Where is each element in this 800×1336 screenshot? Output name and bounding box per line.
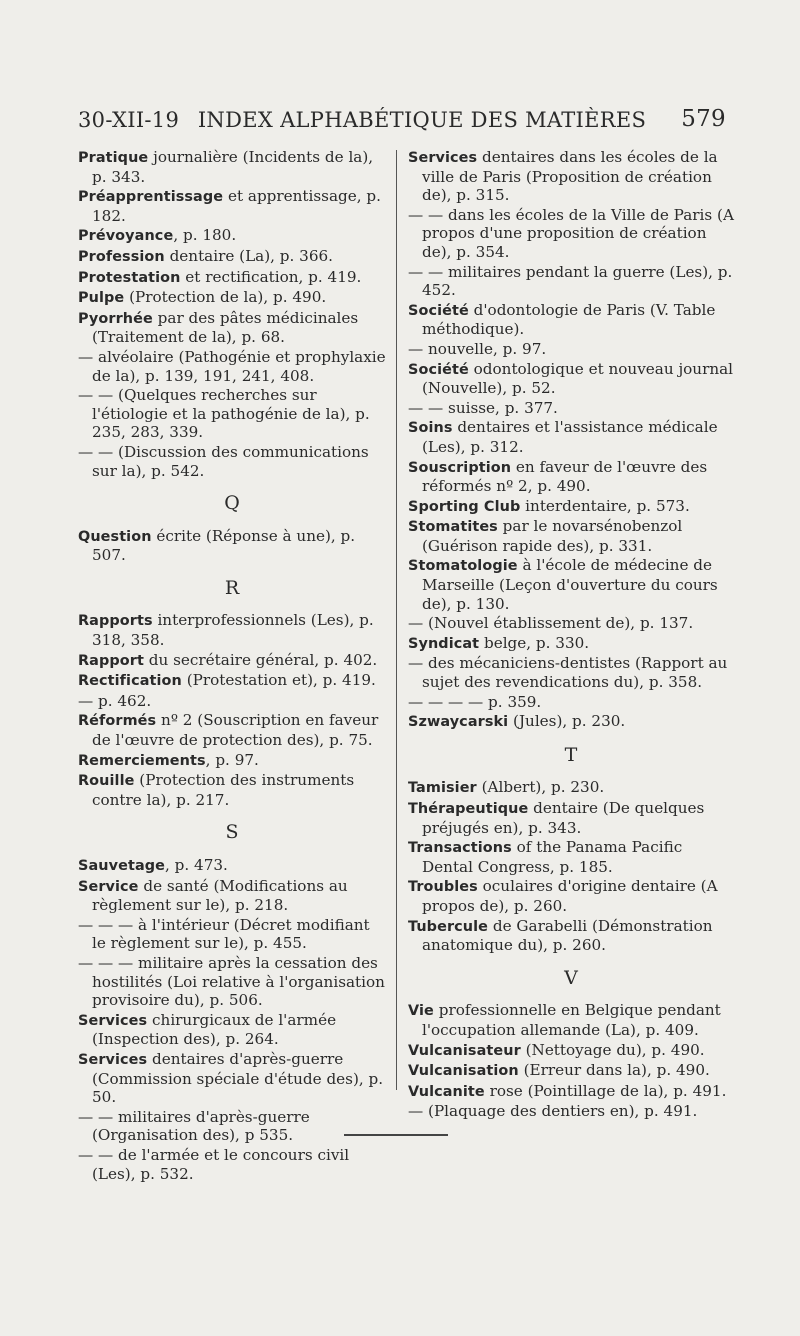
index-entry <box>78 288 386 308</box>
entry-text: par le novarsénobenzol (Guérison rapide des), p. 331. <box>422 517 683 555</box>
entry-text: (Protection de la), p. 490. <box>124 288 327 307</box>
entry-term: Profession <box>78 248 165 265</box>
entry-term: Sporting Club <box>408 498 521 515</box>
entry-term: Syndicat <box>408 635 480 652</box>
entry-text: — — (Quelques recherches sur l'étiologie et la pathogénie de la), p. 235, 283, 339. <box>78 386 370 442</box>
index-entry <box>78 692 386 711</box>
section-letter: S <box>225 821 239 844</box>
index-entry <box>408 838 734 876</box>
index-entry <box>408 634 734 654</box>
entry-text: odontologique et nouveau journal (Nouvelle), p. 52. <box>422 359 734 398</box>
entry-text: (Nettoyage du), p. 490. <box>520 1040 705 1059</box>
section-letter: V <box>564 966 578 989</box>
index-entry <box>78 671 386 691</box>
entry-term: Vie <box>408 1003 434 1020</box>
entry-text: — des mécaniciens-dentistes (Rapport au sujet des revendications du), p. 358. <box>408 654 728 692</box>
index-entry <box>408 399 734 418</box>
entry-text: of the Panama Pacific Dental Congress, p. 185. <box>422 838 683 876</box>
entry-text: dentaires dans les écoles de la ville de Paris (Proposition de création de), p. 315. <box>422 148 718 205</box>
entry-term: Réformés <box>78 713 157 730</box>
entry-term: Szwaycarski <box>408 714 509 731</box>
page-number: 579 <box>681 106 726 132</box>
entry-text: (Protection des instruments contre la), p. 217. <box>92 771 355 809</box>
entry-text: dentaire (De quelques préjugés en), p. 343. <box>422 799 705 837</box>
index-entry <box>78 247 386 267</box>
index-entry <box>408 693 734 712</box>
index-entry <box>78 1011 386 1049</box>
entry-term: Préapprentissage <box>78 189 224 206</box>
entry-text: de santé (Modifications au règlement sur le), p. 218. <box>92 876 348 915</box>
page-header <box>78 100 726 140</box>
index-entry <box>408 301 734 339</box>
entry-term: Vulcanite <box>408 1083 485 1100</box>
index-entry <box>78 916 386 953</box>
entry-text: — p. 462. <box>78 691 152 710</box>
entry-term: Prévoyance <box>78 228 174 245</box>
entry-text: — — dans les écoles de la Ville de Paris (A propos d'une proposition de création de), p. 354. <box>408 205 734 261</box>
entry-term: Transactions <box>408 840 512 857</box>
entry-term: Tubercule <box>408 918 489 935</box>
index-entry <box>408 340 734 359</box>
index-entry <box>408 360 734 398</box>
index-entry <box>78 877 386 915</box>
index-entry <box>78 771 386 809</box>
index-entry <box>408 418 734 456</box>
entry-term: Rouille <box>78 773 135 790</box>
index-entry <box>78 651 386 671</box>
index-entry <box>78 348 386 385</box>
entry-text: — (Plaquage des dentiers en), p. 491. <box>408 1102 698 1121</box>
index-entry <box>78 386 386 442</box>
entry-term: Services <box>78 1051 148 1068</box>
index-entry <box>78 1146 386 1183</box>
index-entry <box>78 443 386 480</box>
entry-text: belge, p. 330. <box>479 633 590 652</box>
entry-term: Protestation <box>78 269 181 286</box>
index-entry <box>408 1001 734 1039</box>
index-entry <box>408 799 734 837</box>
entry-text: chirurgicaux de l'armée (Inspection des), p. 264. <box>92 1010 337 1049</box>
index-entry <box>408 556 734 613</box>
index-entry <box>408 1061 734 1081</box>
entry-text: écrite (Réponse à une), p. 507. <box>92 526 356 565</box>
index-entry <box>408 778 734 798</box>
entry-text: dentaires et l'assistance médicale (Les), p. 312. <box>422 418 718 456</box>
header-date: 30-XII-19 <box>78 108 180 132</box>
entry-term: Remerciements <box>78 752 206 769</box>
entry-term: Vulcanisateur <box>408 1042 521 1059</box>
index-entry <box>408 1082 734 1102</box>
index-entry <box>78 711 386 749</box>
index-column-right <box>408 148 734 1122</box>
column-divider <box>396 150 397 1090</box>
index-entry <box>78 527 386 565</box>
index-entry <box>408 614 734 633</box>
entry-term: Pratique <box>78 150 149 166</box>
entry-term: Société <box>408 361 469 378</box>
entry-text: , p. 180. <box>173 226 237 245</box>
index-column-left <box>78 148 386 1184</box>
bottom-rule <box>344 1134 448 1136</box>
entry-text: (Albert), p. 230. <box>476 778 605 797</box>
entry-term: Rapport <box>78 652 144 669</box>
entry-term: Service <box>78 878 139 895</box>
index-entry <box>408 917 734 955</box>
entry-text: et apprentissage, p. 182. <box>92 187 381 225</box>
entry-text: — — (Discussion des communications sur la), p. 542. <box>78 442 369 480</box>
index-entry <box>408 1102 734 1121</box>
entry-term: Rectification <box>78 673 182 690</box>
index-entry <box>408 458 734 496</box>
entry-term: Soins <box>408 420 453 437</box>
index-entry <box>408 517 734 555</box>
index-entry <box>78 1050 386 1107</box>
entry-text: (Protestation et), p. 419. <box>181 671 376 690</box>
entry-term: Pyorrhée <box>78 310 153 327</box>
entry-term: Services <box>408 150 478 166</box>
section-letter: R <box>224 576 240 599</box>
entry-text: nº 2 (Souscription en faveur de l'œuvre de protection des), p. 75. <box>92 711 379 750</box>
entry-term: Tamisier <box>408 780 477 797</box>
entry-term: Sauvetage <box>78 858 166 874</box>
entry-text: , p. 97. <box>205 750 259 769</box>
entry-term: Société <box>408 302 469 319</box>
entry-text: journalière (Incidents de la), p. 343. <box>92 148 374 186</box>
entry-text: — (Nouvel établissement de), p. 137. <box>408 614 694 633</box>
entry-text: — — de l'armée et le concours civil (Les), p. 532. <box>78 1145 350 1183</box>
entry-term: Vulcanisation <box>408 1063 519 1080</box>
entry-term: Stomatites <box>408 519 498 536</box>
index-entry <box>78 856 386 876</box>
entry-term: Souscription <box>408 459 512 476</box>
entry-text: et rectification, p. 419. <box>180 267 362 286</box>
index-entry <box>408 148 734 205</box>
entry-text: professionnelle en Belgique pendant l'occupation allemande (La), p. 409. <box>422 1001 721 1039</box>
index-entry <box>408 497 734 517</box>
entry-term: Troubles <box>408 879 478 896</box>
entry-term: Rapports <box>78 613 153 630</box>
entry-term: Services <box>78 1012 148 1029</box>
entry-text: interprofessionnels (Les), p. 318, 358. <box>92 611 374 650</box>
index-entry <box>408 712 734 732</box>
entry-text: — — — à l'intérieur (Décret modifiant le règlement sur le), p. 455. <box>78 915 370 953</box>
index-entry <box>78 954 386 1010</box>
entry-text: dentaires d'après-guerre (Commission spéciale d'étude des), p. 50. <box>92 1049 384 1107</box>
entry-text: du secrétaire général, p. 402. <box>143 650 378 669</box>
index-entry <box>78 226 386 246</box>
index-entry <box>78 148 386 186</box>
page-title: INDEX ALPHABÉTIQUE DES MATIÈRES <box>197 108 647 132</box>
section-letter: Q <box>224 492 240 515</box>
entry-text: , p. 473. <box>165 856 228 874</box>
index-entry <box>408 1041 734 1061</box>
index-entry <box>78 268 386 288</box>
index-entry <box>78 187 386 225</box>
index-entry <box>408 206 734 262</box>
entry-term: Pulpe <box>78 290 125 307</box>
entry-text: — nouvelle, p. 97. <box>408 339 547 358</box>
entry-term: Question <box>78 528 152 545</box>
entry-term: Stomatologie <box>408 558 518 575</box>
index-entry <box>408 263 734 300</box>
entry-text: (Erreur dans la), p. 490. <box>518 1061 710 1080</box>
entry-text: — alvéolaire (Pathogénie et prophylaxie de la), p. 139, 191, 241, 408. <box>78 347 386 385</box>
entry-text: par des pâtes médicinales (Traitement de la), p. 68. <box>92 308 359 347</box>
index-entry <box>78 309 386 347</box>
entry-text: rose (Pointillage de la), p. 491. <box>484 1081 727 1100</box>
entry-text: (Jules), p. 230. <box>508 712 626 731</box>
entry-text: en faveur de l'œuvre des réformés nº 2, p. 490. <box>422 457 708 496</box>
entry-text: à l'école de médecine de Marseille (Leçon d'ouverture du cours de), p. 130. <box>422 556 718 613</box>
entry-text: de Garabelli (Démonstration anatomique du), p. 260. <box>422 916 713 955</box>
entry-text: interdentaire, p. 573. <box>520 496 690 515</box>
entry-term: Thérapeutique <box>408 801 529 817</box>
entry-text: — — militaires pendant la guerre (Les), p. 452. <box>408 262 733 300</box>
entry-text: — — suisse, p. 377. <box>408 398 558 417</box>
index-entry <box>78 751 386 771</box>
entry-text: — — militaires d'après-guerre (Organisation des), p 535. <box>78 1107 310 1145</box>
entry-text: oculaires d'origine dentaire (A propos de), p. 260. <box>422 877 718 915</box>
section-letter: T <box>564 743 578 766</box>
index-entry <box>78 611 386 649</box>
entry-text: — — — militaire après la cessation des hostilités (Loi relative à l'organisation provisoire du), p. 506. <box>78 953 385 1010</box>
index-entry <box>408 654 734 691</box>
entry-text: — — — — p. 359. <box>408 692 542 711</box>
index-entry <box>408 877 734 915</box>
index-entry <box>78 1108 386 1145</box>
entry-text: dentaire (La), p. 366. <box>164 246 333 265</box>
entry-text: d'odontologie de Paris (V. Table méthodique). <box>422 300 716 339</box>
